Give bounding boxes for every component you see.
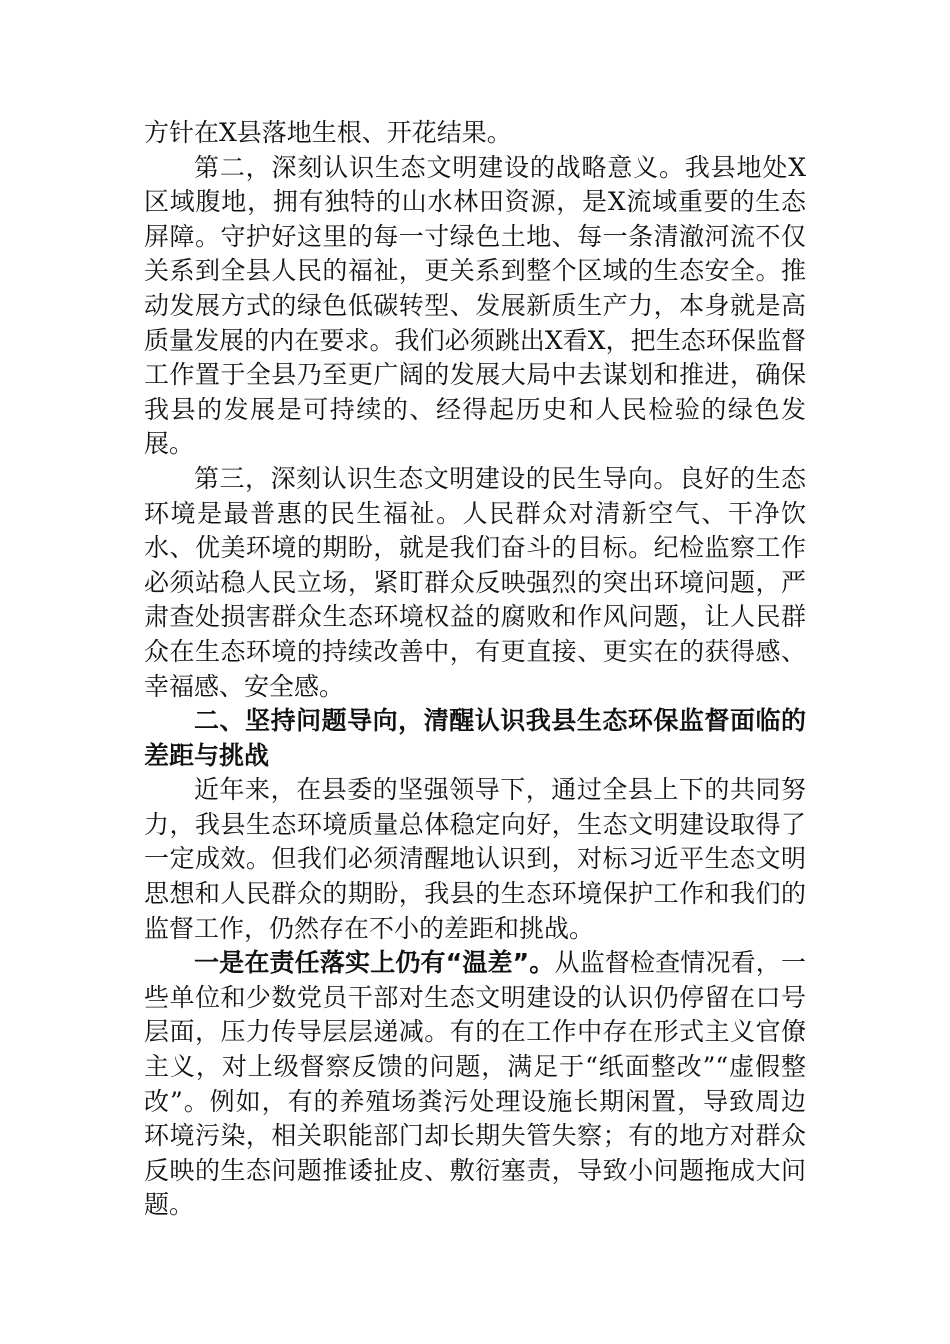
paragraph-lead-text: 一是在责任落实上仍有“温差”。	[194, 948, 555, 978]
paragraph-body-text: 从监督检查情况看，一些单位和少数党员干部对生态文明建设的认识仍停留在口号层面，压力传导层层递减。有的在工作中存在形式主义官僚主义，对上级督察反馈的问题，满足于“纸面整改”“虚假整改”。例如，有的养殖场粪污处理设施长期闲置，导致周边环境污染，相关职能部门却长期失管失察；有的地方对群众反映的生态问题推诿扯皮、敷衍塞责，导致小问题拖成大问题。	[144, 948, 806, 1220]
document-body	[144, 116, 806, 1223]
paragraph-responsibility-gap	[144, 946, 806, 1223]
paragraph-recent-progress: 近年来，在县委的坚强领导下，通过全县上下的共同努力，我县生态环境质量总体稳定向好，生态文明建设取得了一定成效。但我们必须清醒地认识到，对标习近平生态文明思想和人民群众的期盼，我县的生态环境保护工作和我们的监督工作，仍然存在不小的差距和挑战。	[144, 775, 806, 943]
paragraph-livelihood-orientation: 第三，深刻认识生态文明建设的民生导向。良好的生态环境是最普惠的民生福祉。人民群众对清新空气、干净饮水、优美环境的期盼，就是我们奋斗的目标。纪检监察工作必须站稳人民立场，紧盯群众反映强烈的突出环境问题，严肃查处损害群众生态环境权益的腐败和作风问题，让人民群众在生态环境的持续改善中，有更直接、更实在的获得感、幸福感、安全感。	[144, 463, 806, 701]
paragraph-strategic-significance: 第二，深刻认识生态文明建设的战略意义。我县地处X区域腹地，拥有独特的山水林田资源，是X流域重要的生态屏障。守护好这里的每一寸绿色土地、每一条清澈河流不仅关系到全县人民的福祉，更关系到整个区域的生态安全。推动发展方式的绿色低碳转型、发展新质生产力，本身就是高质量发展的内在要求。我们必须跳出X看X，把生态环保监督工作置于全县乃至更广阔的发展大局中去谋划和推进，确保我县的发展是可持续的、经得起历史和人民检验的绿色发展。	[144, 152, 806, 459]
section-heading-2: 二、坚持问题导向，清醒认识我县生态环保监督面临的差距与挑战	[144, 706, 806, 770]
paragraph-continuation: 方针在X县落地生根、开花结果。	[144, 118, 512, 147]
